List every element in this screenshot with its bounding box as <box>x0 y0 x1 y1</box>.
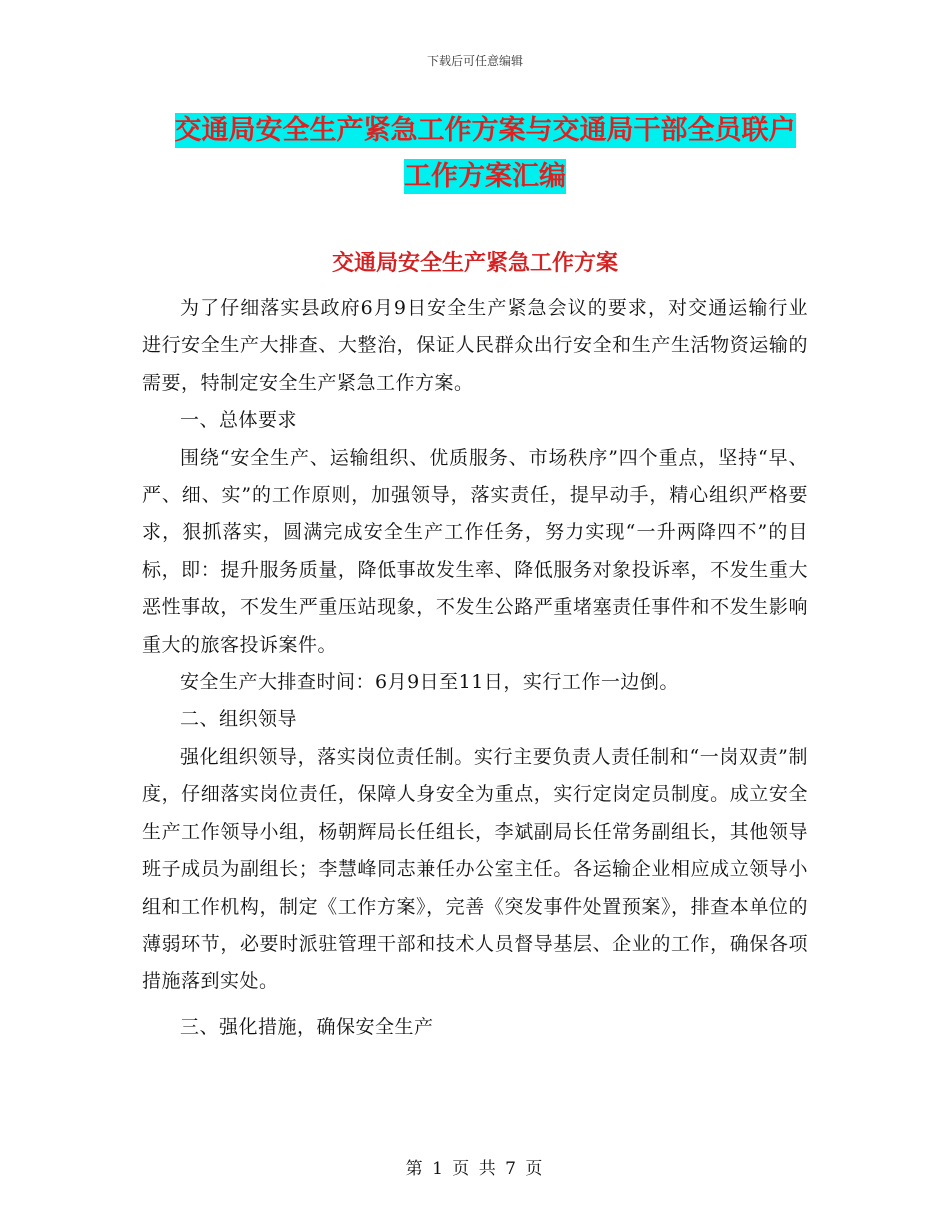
header-note: 下载后可任意编辑 <box>426 54 523 68</box>
heading-overall-requirements: 一、总体要求 <box>180 409 298 432</box>
title-line-2: 工作方案汇编 <box>404 161 566 192</box>
paragraph-organization: 强化组织领导，落实岗位责任制。实行主要负责人责任制和“一岗双责”制度，仔细落实岗位责任，保障人身安全为重点，实行定岗定员制度。成立安全生产工作领导小组，杨朝辉局长任组长，李斌副局长任常务副组长，其他领导班子成员为副组长；李慧峰同志兼任办公室主任。各运输企业相应成立领导小组和工作机构，制定《工作方案》，完善《突发事件处置预案》，排查本单位的薄弱环节，必要时派驻管理干部和技术人员督导基层、企业的工作，确保各项措施落到实处。 <box>142 745 808 993</box>
heading-organization: 二、组织领导 <box>180 708 298 731</box>
title-line-1: 交通局安全生产紧急工作方案与交通局干部全员联户 <box>174 115 796 146</box>
document-body <box>142 290 808 1046</box>
heading-measures: 三、强化措施，确保安全生产 <box>180 1015 434 1038</box>
paragraph-intro: 为了仔细落实县政府6月9日安全生产紧急会议的要求，对交通运输行业进行安全生产大排查、大整治，保证人民群众出行安全和生产生活物资运输的需要，特制定安全生产紧急工作方案。 <box>142 297 808 394</box>
section-title: 交通局安全生产紧急工作方案 <box>331 251 618 276</box>
paragraph-inspection-time: 安全生产大排查时间：6月9日至11日，实行工作一边倒。 <box>180 671 679 694</box>
paragraph-requirements: 围绕“安全生产、运输组织、优质服务、市场秩序”四个重点，坚持“早、严、细、实”的工作原则，加强领导，落实责任，提早动手，精心组织严格要求，狠抓落实，圆满完成安全生产工作任务，努力实现“一升两降四不”的目标，即：提升服务质量，降低事故发生率、降低服务对象投诉率，不发生重大恶性事故，不发生严重压站现象，不发生公路严重堵塞责任事件和不发生影响重大的旅客投诉案件。 <box>142 446 808 656</box>
document-title <box>140 108 830 200</box>
page-footer: 第 1 页 共 7 页 <box>405 1159 545 1179</box>
